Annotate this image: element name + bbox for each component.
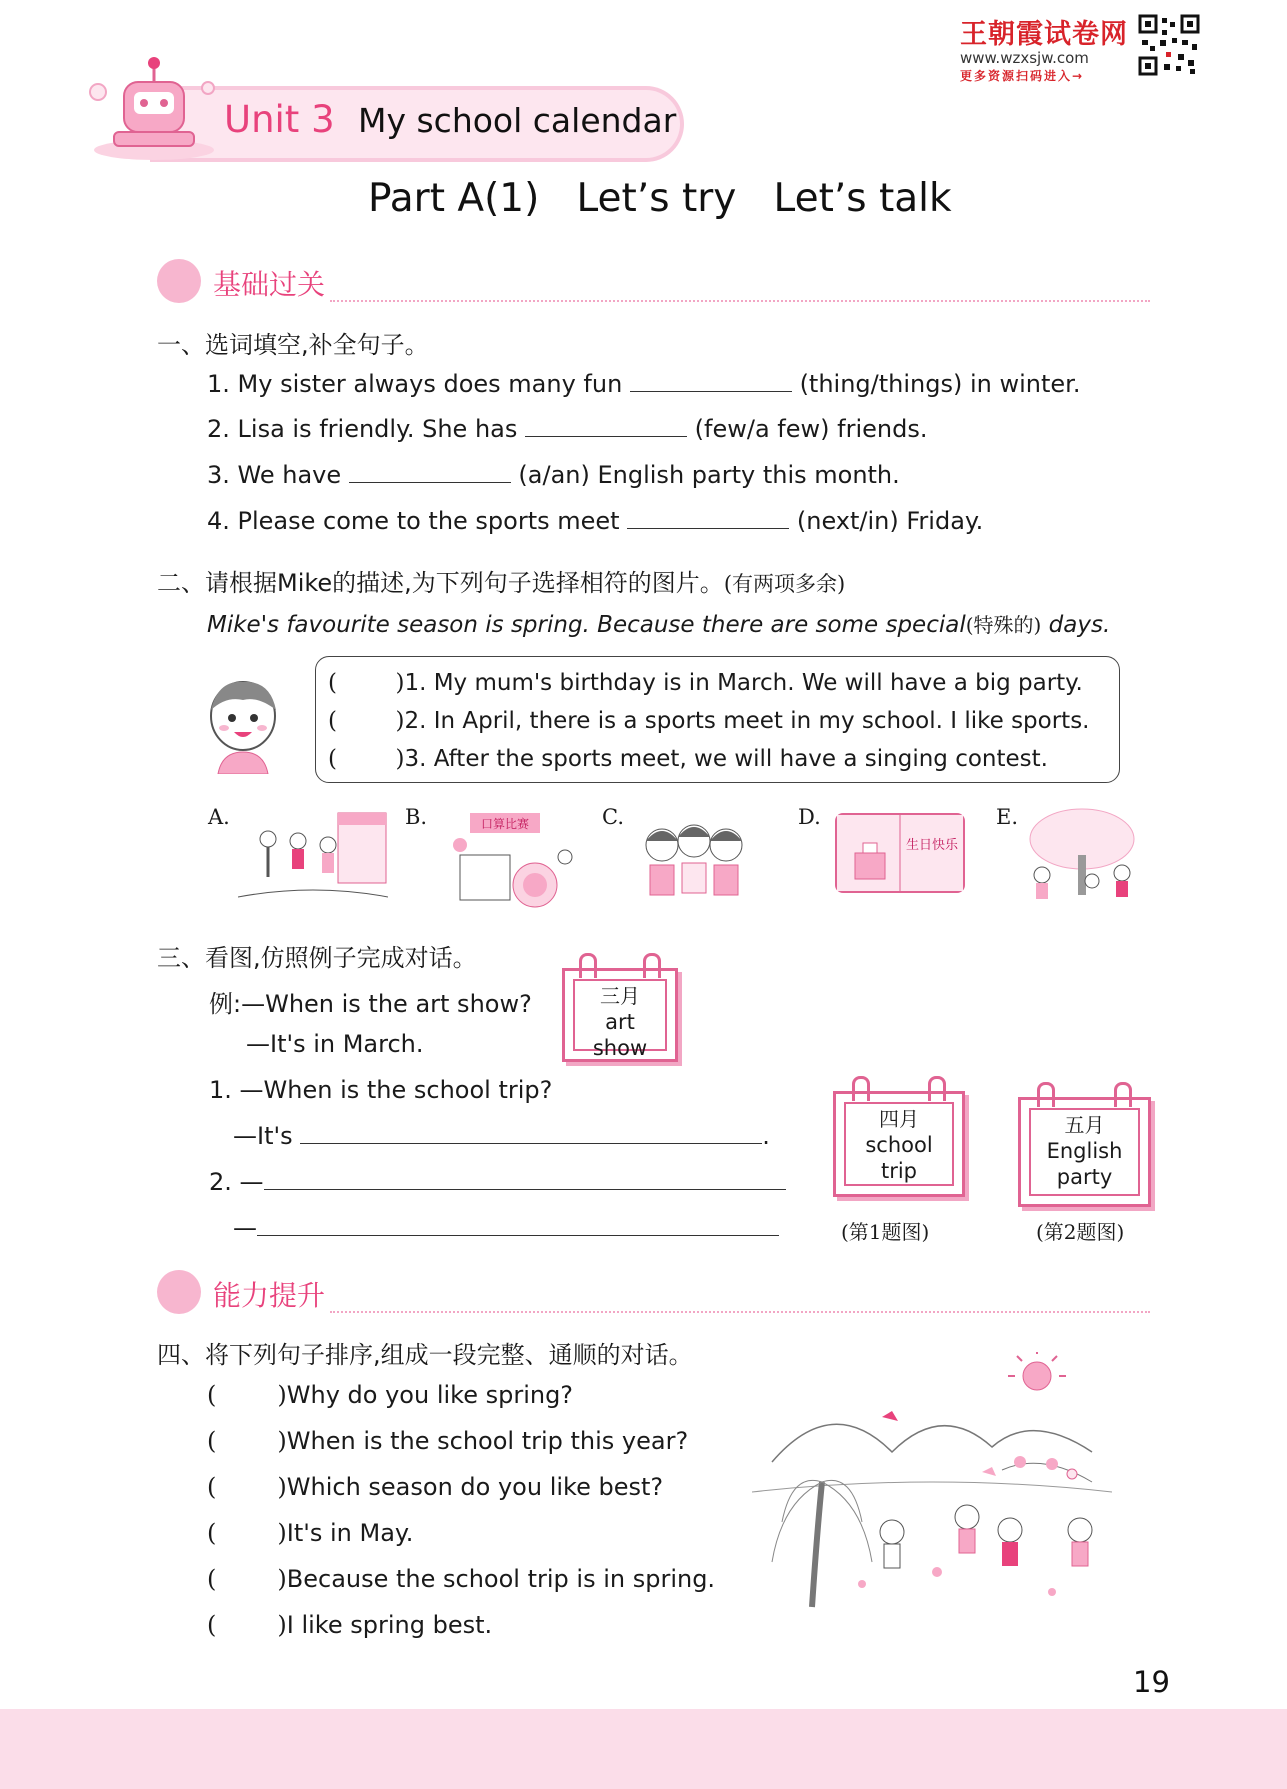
q3-example-answer: —It's in March. [246,1030,424,1058]
q2-intro-gloss: (特殊的) [965,613,1042,637]
q1-item-2-text: 2. Lisa is friendly. She has [207,415,518,443]
answer-paren[interactable]: ( ) [207,1427,287,1455]
answer-paren[interactable]: ( ) [328,670,405,696]
q2-note: (有两项多余) [723,572,846,596]
calendar-event-line1: English [1046,1139,1123,1163]
page-number: 19 [1133,1665,1170,1699]
q3-item-1-period: . [762,1122,770,1150]
q2-item-3-text: 3. After the sports meet, we will have a singing contest. [404,746,1048,772]
calendar-event-line2: party [1056,1165,1113,1189]
qr-code-icon [1138,14,1200,76]
calendar-ring [1037,1082,1055,1107]
answer-paren[interactable]: ( ) [328,746,405,772]
q2-item-1 [328,670,1083,696]
answer-blank[interactable] [264,1188,786,1190]
q1-item-3-text: 3. We have [207,461,342,489]
q2-item-3 [328,746,1048,772]
q4-item-3-text: Which season do you like best? [286,1473,664,1501]
answer-blank[interactable] [300,1142,762,1144]
section-ability-title: 能力提升 [213,1279,326,1312]
spring-tree-picture [1022,805,1142,910]
spring-trip-illustration [752,1352,1112,1610]
q4-item-4 [207,1519,413,1547]
answer-paren[interactable]: ( ) [207,1611,287,1639]
q1-item-4-options: (next/in) Friday. [796,507,984,535]
calendar-event-line1: school [865,1133,933,1157]
calendar-month: 五月 [1064,1113,1105,1137]
answer-paren[interactable]: ( ) [207,1381,287,1409]
figure-caption-2: (第2题图) [1036,1220,1125,1244]
calendar-event-line2: show [592,1036,648,1060]
robot-mascot-icon [84,52,224,162]
calendar-event-line1: art [605,1010,635,1034]
calendar-ring [579,953,597,978]
math-contest-sign: 口算比赛 [480,817,530,831]
q4-item-3 [207,1473,663,1501]
q2-heading [157,563,845,598]
q3-item-2-answer-dash: — [233,1214,257,1242]
q1-item-4-text: 4. Please come to the sports meet [207,507,620,535]
option-e-label: E. [996,805,1019,829]
brand-url: www.wzxsjw.com [960,49,1089,67]
calendar-month: 三月 [600,984,640,1008]
section-badge-icon [157,259,201,303]
calendar-ring [928,1076,946,1101]
q1-item-1 [207,370,1080,398]
q2-intro [207,609,1110,638]
answer-blank[interactable] [627,527,789,529]
section-badge-icon [157,1270,201,1314]
q1-item-2-options: (few/a few) friends. [694,415,928,443]
q2-heading-text: 二、请根据Mike的描述,为下列句子选择相符的图片。 [157,569,724,597]
calendar-art-show [562,968,678,1062]
birthday-sign: 生日快乐 [905,838,959,853]
calendar-english-party [1018,1097,1151,1207]
figure-caption-1: (第1题图) [841,1220,930,1244]
unit-label: Unit 3 [224,98,335,141]
brand-tagline: 更多资源扫码进入→ [960,69,1085,83]
boy-avatar-icon [198,676,288,774]
q1-item-3 [207,461,900,489]
q3-item-1-answer-start: —It's [233,1122,293,1150]
option-c-label: C. [602,805,624,829]
q3-item-1-question: 1. —When is the school trip? [209,1076,553,1104]
birthday-party-picture [835,813,965,893]
q1-item-4 [207,507,983,535]
q4-item-6 [207,1611,492,1639]
option-d-label: D. [798,805,821,829]
q1-item-3-options: (a/an) English party this month. [518,461,900,489]
calendar-event-line2: trip [880,1159,918,1183]
q3-item-2-dash: 2. — [209,1168,264,1196]
option-a-label: A. [208,805,230,829]
q2-item-2-text: 2. In April, there is a sports meet in my school. I like sports. [404,708,1090,734]
q2-intro-text: Mike's favourite season is spring. Because there are some special [207,612,966,638]
answer-paren[interactable]: ( ) [207,1565,287,1593]
answer-paren[interactable]: ( ) [207,1519,287,1547]
q4-item-6-text: I like spring best. [286,1611,493,1639]
section-basic-title: 基础过关 [213,268,326,301]
q4-item-5-text: Because the school trip is in spring. [286,1565,716,1593]
brand-name: 王朝霞试卷网 [960,19,1128,50]
sports-meet-picture [238,805,388,910]
answer-blank[interactable] [525,435,687,437]
calendar-inner [1029,1108,1140,1196]
answer-paren[interactable]: ( ) [207,1473,287,1501]
brand-logo [960,12,1135,84]
calendar-month: 四月 [879,1107,919,1131]
q2-item-2 [328,708,1090,734]
q4-item-2 [207,1427,688,1455]
q3-example-question: 例:—When is the art show? [209,990,532,1018]
page-title: Part A(1) Let’s try Let’s talk [368,176,952,221]
q4-item-1 [207,1381,573,1409]
q4-item-2-text: When is the school trip this year? [286,1427,689,1455]
q3-item-2-question [209,1168,786,1196]
singing-contest-picture [632,805,757,910]
q1-heading: 一、选词填空,补全句子。 [157,331,429,359]
answer-blank[interactable] [257,1234,779,1236]
calendar-school-trip [833,1091,965,1197]
section-divider [330,1311,1150,1313]
q4-item-5 [207,1565,715,1593]
q2-item-1-text: 1. My mum's birthday is in March. We will have a big party. [404,670,1083,696]
q4-item-1-text: Why do you like spring? [286,1381,574,1409]
calendar-ring [1114,1082,1132,1107]
q3-heading: 三、看图,仿照例子完成对话。 [157,944,477,972]
q3-item-2-answer [233,1214,779,1242]
option-b-label: B. [405,805,428,829]
answer-blank[interactable] [630,390,792,392]
section-divider [330,300,1150,302]
calendar-ring [852,1076,870,1101]
q2-intro-end: days. [1041,612,1111,638]
calendar-inner [573,979,667,1060]
math-contest-picture [440,805,580,910]
answer-paren[interactable]: ( ) [328,708,405,734]
answer-blank[interactable] [349,481,511,483]
unit-title: My school calendar [358,101,677,140]
q1-item-2 [207,415,927,443]
calendar-ring [643,953,661,978]
q4-item-4-text: It's in May. [286,1519,414,1547]
footer-band [0,1709,1287,1789]
q4-heading: 四、将下列句子排序,组成一段完整、通顺的对话。 [157,1341,693,1369]
q1-item-1-options: (thing/things) in winter. [799,370,1081,398]
calendar-inner [844,1102,954,1186]
q3-item-1-answer [233,1122,770,1150]
q1-item-1-text: 1. My sister always does many fun [207,370,623,398]
